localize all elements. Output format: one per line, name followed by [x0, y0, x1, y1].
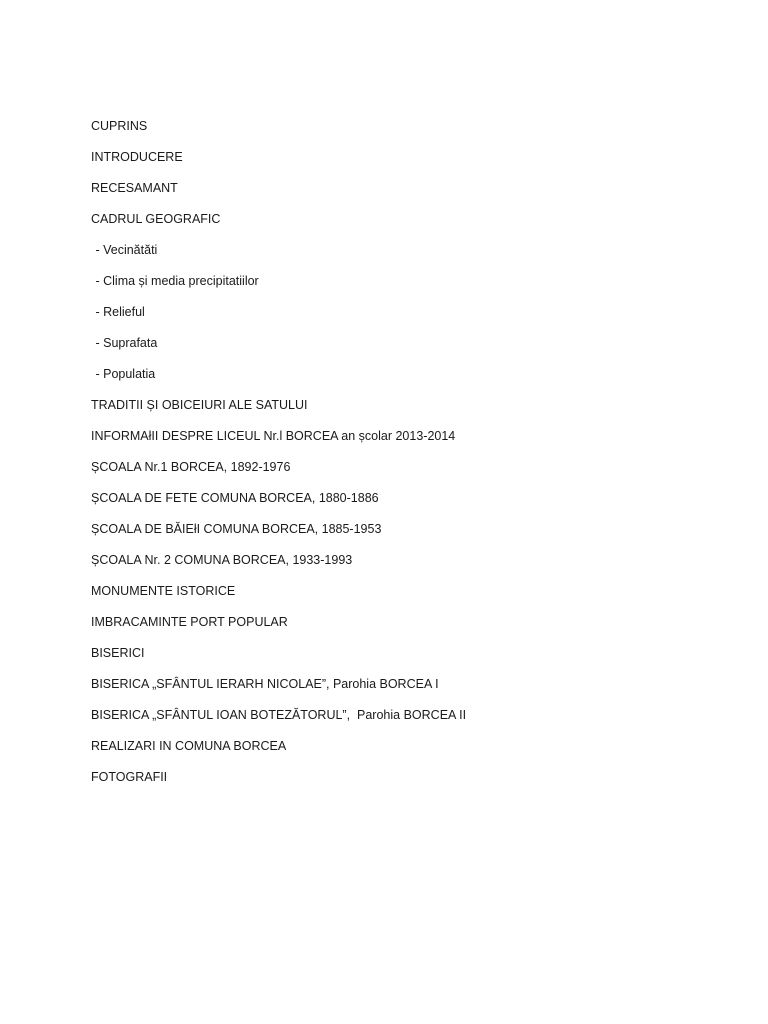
toc-entry-scoala-nr2: ȘCOALA Nr. 2 COMUNA BORCEA, 1933-1993	[91, 553, 353, 567]
toc-entry-traditii: TRADITII ȘI OBICEIURI ALE SATULUI	[91, 398, 308, 412]
toc-subentry-clima: - Clima și media precipitatiilor	[92, 274, 259, 288]
toc-entry-biserica-nicolae: BISERICA „SFÂNTUL IERARH NICOLAE”, Parohia BORCEA I	[91, 677, 439, 691]
toc-entry-cadrul-geografic: CADRUL GEOGRAFIC	[91, 212, 221, 226]
toc-entry-informatii-liceu: INFORMAłII DESPRE LICEUL Nr.l BORCEA an școlar 2013-2014	[91, 429, 456, 443]
table-of-contents	[91, 117, 466, 799]
toc-entry-scoala-nr1: ȘCOALA Nr.1 BORCEA, 1892-1976	[91, 460, 291, 474]
toc-entry-realizari: REALIZARI IN COMUNA BORCEA	[91, 739, 287, 753]
toc-entry-fotografii: FOTOGRAFII	[91, 770, 168, 784]
toc-subentry-populatia: - Populatia	[92, 367, 156, 381]
toc-entry-monumente: MONUMENTE ISTORICE	[91, 584, 236, 598]
toc-entry-biserica-ioan: BISERICA „SFÂNTUL IOAN BOTEZĂTORUL”, Parohia BORCEA II	[91, 708, 467, 722]
toc-entry-imbracaminte: IMBRACAMINTE PORT POPULAR	[91, 615, 288, 629]
toc-heading: CUPRINS	[91, 119, 148, 133]
toc-entry-recesamant: RECESAMANT	[91, 181, 178, 195]
toc-subentry-vecinatati: - Vecinătăti	[92, 243, 158, 257]
toc-subentry-relieful: - Relieful	[92, 305, 145, 319]
toc-subentry-suprafata: - Suprafata	[92, 336, 158, 350]
toc-entry-biserici: BISERICI	[91, 646, 145, 660]
toc-entry-introducere: INTRODUCERE	[91, 150, 183, 164]
toc-entry-scoala-fete: ȘCOALA DE FETE COMUNA BORCEA, 1880-1886	[91, 491, 379, 505]
toc-entry-scoala-baieti: ȘCOALA DE BĂIEłI COMUNA BORCEA, 1885-1953	[91, 522, 382, 536]
